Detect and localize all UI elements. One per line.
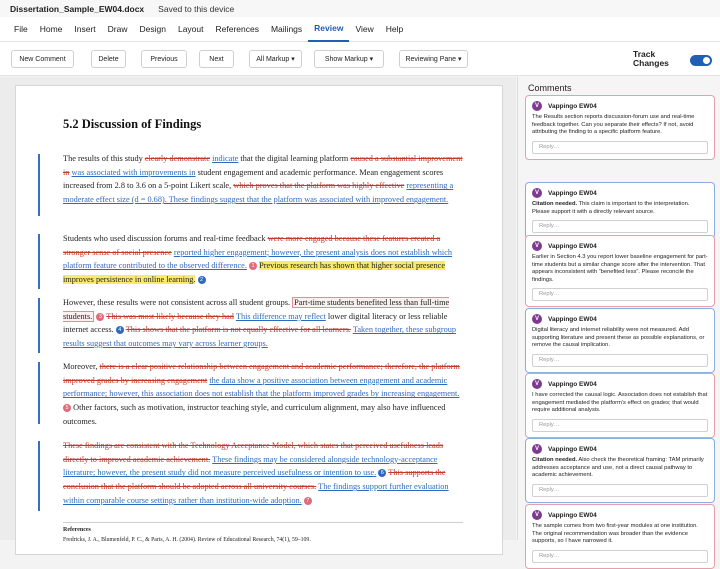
comment-text: Digital literacy and internet reliability were not measured. Add supporting literature and present these as possible explanations, or remove the causal implication. (532, 327, 705, 348)
inserted-text: This difference may reflect (235, 311, 326, 321)
menu-insert[interactable]: Insert (74, 23, 96, 34)
inserted-text: reported higher engagement; however, the present analysis does not establish which platform feature contributed to the observed difference. (63, 247, 453, 271)
deleted-text: there is a clear positive relationship between engagement and academic performance; therefore, the platform improved grades by increasing engagement (63, 362, 460, 385)
inserted-text: indicate (212, 154, 239, 163)
inserted-text: representing a moderate effect size (d = 0.68). These findings suggest that the platform was associated with improved engagement. (63, 181, 454, 205)
deleted-text: This supports the conclusion that the platform should be adopted across all university courses. (63, 468, 446, 492)
menu-design[interactable]: Design (139, 23, 166, 34)
comment-author: Vappingo EW04 (548, 102, 597, 110)
deleted-text: caused a substantial improvement in (63, 154, 463, 177)
deleted-text: were more engaged because these features created a stronger sense of social presence (63, 234, 441, 257)
comment-body (532, 392, 708, 415)
comment-text: I have corrected the causal logic. Association does not establish that engagement mediated the platform's effect on grades; that would require additional analysis. (532, 392, 708, 413)
text-run: However, these results were not consistent across all student groups. (63, 298, 293, 307)
track-changes-toggle[interactable] (690, 55, 712, 66)
menu-mailings[interactable]: Mailings (270, 23, 303, 34)
menu-home[interactable]: Home (39, 23, 63, 34)
comment-marker[interactable]: 7 (304, 497, 312, 505)
paragraph-5 (63, 439, 463, 508)
comment-card[interactable] (525, 308, 715, 373)
deleted-text: which proves that the platform was highly effective (233, 181, 405, 191)
comment-body (532, 327, 708, 350)
comments-title: Comments (528, 83, 572, 93)
text-run: Students who used discussion forums and real-time feedback (63, 234, 268, 243)
deleted-text: This shows that the platform is not equally effective for all learners. (125, 325, 351, 335)
reply-input[interactable]: Reply… (532, 419, 708, 432)
comment-marker[interactable]: 2 (198, 276, 206, 284)
text-run: that the digital learning platform (238, 154, 351, 163)
track-changes-label: Track Changes (633, 49, 669, 68)
avatar: V (532, 101, 542, 111)
comment-body (532, 114, 708, 137)
text-run: student engagement and academic performance. Mean engagement scores increased from 2.8 to 3.6 on a 5-point Likert scale, (63, 167, 444, 191)
comment-header (532, 314, 708, 324)
comment-header (532, 444, 708, 454)
section-heading: 5.2 Discussion of Findings (63, 117, 202, 131)
next-comment-button[interactable]: Next (199, 50, 234, 68)
comment-text: The sample comes from two first-year modules at one institution. The original recommendation was broader than the evidence supports, so I have narrowed it. (532, 523, 698, 544)
menu-review[interactable]: Review (308, 17, 349, 42)
comment-author: Vappingo EW04 (548, 315, 597, 323)
comment-author: Vappingo EW04 (548, 445, 597, 453)
text-run: Moreover, (63, 362, 100, 371)
menu-references[interactable]: References (215, 23, 259, 34)
document-filename: Dissertation_Sample_EW04.docx (10, 3, 145, 14)
commented-text: Part-time students benefited less than full-time students. (63, 298, 450, 321)
comment-body (532, 457, 708, 480)
delete-comment-button[interactable]: Delete (91, 50, 126, 68)
comment-text: Also check the theoretical framing: TAM primarily addresses acceptance and use, not a direct causal pathway to academic achievement. (532, 457, 704, 478)
comment-card[interactable] (525, 95, 715, 160)
references-heading: References (63, 527, 91, 533)
review-ribbon (0, 42, 720, 76)
change-bar (38, 234, 40, 289)
menu-help[interactable]: Help (385, 23, 404, 34)
reply-input[interactable]: Reply… (532, 288, 708, 301)
change-bar (38, 441, 40, 511)
show-markup-dropdown[interactable]: Show Markup ▾ (314, 50, 384, 68)
comment-body (532, 201, 708, 216)
comment-marker[interactable]: 4 (116, 326, 124, 334)
inserted-text: the data show a positive association between engagement and academic performance; however, this association does not establish that the platform improved grades by increasing engagement. (63, 375, 460, 399)
save-status: Saved to this device (158, 3, 235, 14)
menu-file[interactable]: File (14, 23, 28, 34)
avatar: V (532, 510, 542, 520)
avatar: V (532, 444, 542, 454)
reply-input[interactable]: Reply… (532, 220, 708, 233)
comment-card[interactable] (525, 182, 715, 239)
previous-comment-button[interactable]: Previous (141, 50, 187, 68)
comment-text: This claim is important to the interpretation. Please support it with a directly relevant source. (532, 201, 690, 215)
comment-marker[interactable]: 3 (96, 313, 104, 321)
menu-draw[interactable]: Draw (107, 23, 128, 34)
new-comment-button[interactable]: New Comment (11, 50, 74, 68)
comment-marker[interactable]: 6 (378, 469, 386, 477)
text-run: Other factors, such as motivation, instructor teaching style, and curriculum alignment, may also have influenced outcomes. (63, 403, 446, 426)
inserted-text: was associated with improvements in (71, 167, 196, 177)
comment-emphasis: Citation needed. (532, 201, 578, 207)
reply-input[interactable]: Reply… (532, 484, 708, 497)
comment-marker[interactable]: 1 (249, 262, 257, 270)
reply-input[interactable]: Reply… (532, 141, 708, 154)
references-divider (63, 522, 463, 523)
reply-input[interactable]: Reply… (532, 550, 708, 563)
toggle-knob (703, 57, 710, 64)
paragraph-1 (63, 152, 463, 207)
comment-card[interactable] (525, 373, 715, 438)
menu-view[interactable]: View (355, 23, 374, 34)
markup-view-dropdown[interactable]: All Markup ▾ (249, 50, 302, 68)
reference-entry: Fredricks, J. A., Blumenfeld, P. C., & Paris, A. H. (2004). Review of Educational Research, 74(1), 59–109. (63, 537, 311, 543)
deleted-text: This was most likely because they had (106, 311, 234, 321)
text-run: The results of this study (63, 154, 145, 163)
comment-header (532, 241, 708, 251)
comment-card[interactable] (525, 235, 715, 307)
comment-author: Vappingo EW04 (548, 380, 597, 388)
inserted-text: These findings may be considered alongside technology-acceptance literature; however, the present study did not measure perceived usefulness or intention to use. (63, 454, 438, 478)
comment-header (532, 510, 708, 520)
reply-input[interactable]: Reply… (532, 354, 708, 367)
document-page[interactable] (15, 85, 503, 555)
comment-author: Vappingo EW04 (548, 242, 597, 250)
document-area (0, 77, 516, 543)
menu-layout[interactable]: Layout (177, 23, 204, 34)
comment-header (532, 101, 708, 111)
paragraph-4 (63, 360, 463, 429)
avatar: V (532, 379, 542, 389)
commented-highlight: Previous research has shown that higher social presence improves persistence in online learning. (63, 261, 446, 285)
avatar: V (532, 314, 542, 324)
avatar: V (532, 188, 542, 198)
text-run: lower digital literacy or less reliable internet access. (63, 311, 448, 335)
comment-author: Vappingo EW04 (548, 189, 597, 197)
paragraph-2 (63, 232, 463, 287)
change-bar (38, 154, 40, 216)
avatar: V (532, 241, 542, 251)
title-bar (0, 0, 720, 17)
change-bar (38, 362, 40, 424)
comment-marker[interactable]: 5 (63, 404, 71, 412)
comment-body (532, 523, 708, 546)
comment-emphasis: Citation needed. (532, 457, 578, 463)
comment-card[interactable] (525, 438, 715, 503)
comment-card[interactable] (525, 504, 715, 569)
reviewing-pane-dropdown[interactable]: Reviewing Pane ▾ (399, 50, 468, 68)
inserted-text: Taken together, these subgroup results suggest that outcomes may vary across learner groups. (63, 325, 457, 349)
comment-text: The Results section reports discussion-forum use and real-time feedback together. Can you separate their effects? If not, avoid attributing the finding to a specific platform feature. (532, 114, 695, 135)
deleted-text: These findings are consistent with the Technology Acceptance Model, which states that perceived usefulness leads directly to improved academic achievement. (63, 441, 444, 464)
comment-body (532, 254, 708, 284)
comment-header (532, 188, 708, 198)
comment-author: Vappingo EW04 (548, 511, 597, 519)
change-bar (38, 298, 40, 353)
deleted-text: clearly demonstrate (144, 154, 211, 163)
paragraph-3 (63, 296, 463, 351)
menu-bar (0, 17, 720, 42)
comments-pane (517, 77, 720, 559)
comment-text: Earlier in Section 4.3 you report lower baseline engagement for part-time students but a similar change score after the intervention. That appears inconsistent with “benefited less”. Please reconcile the findings. (532, 254, 708, 283)
comment-header (532, 379, 708, 389)
inserted-text: The findings support further evaluation within comparable course settings rather than institution-wide adoption. (63, 482, 449, 505)
